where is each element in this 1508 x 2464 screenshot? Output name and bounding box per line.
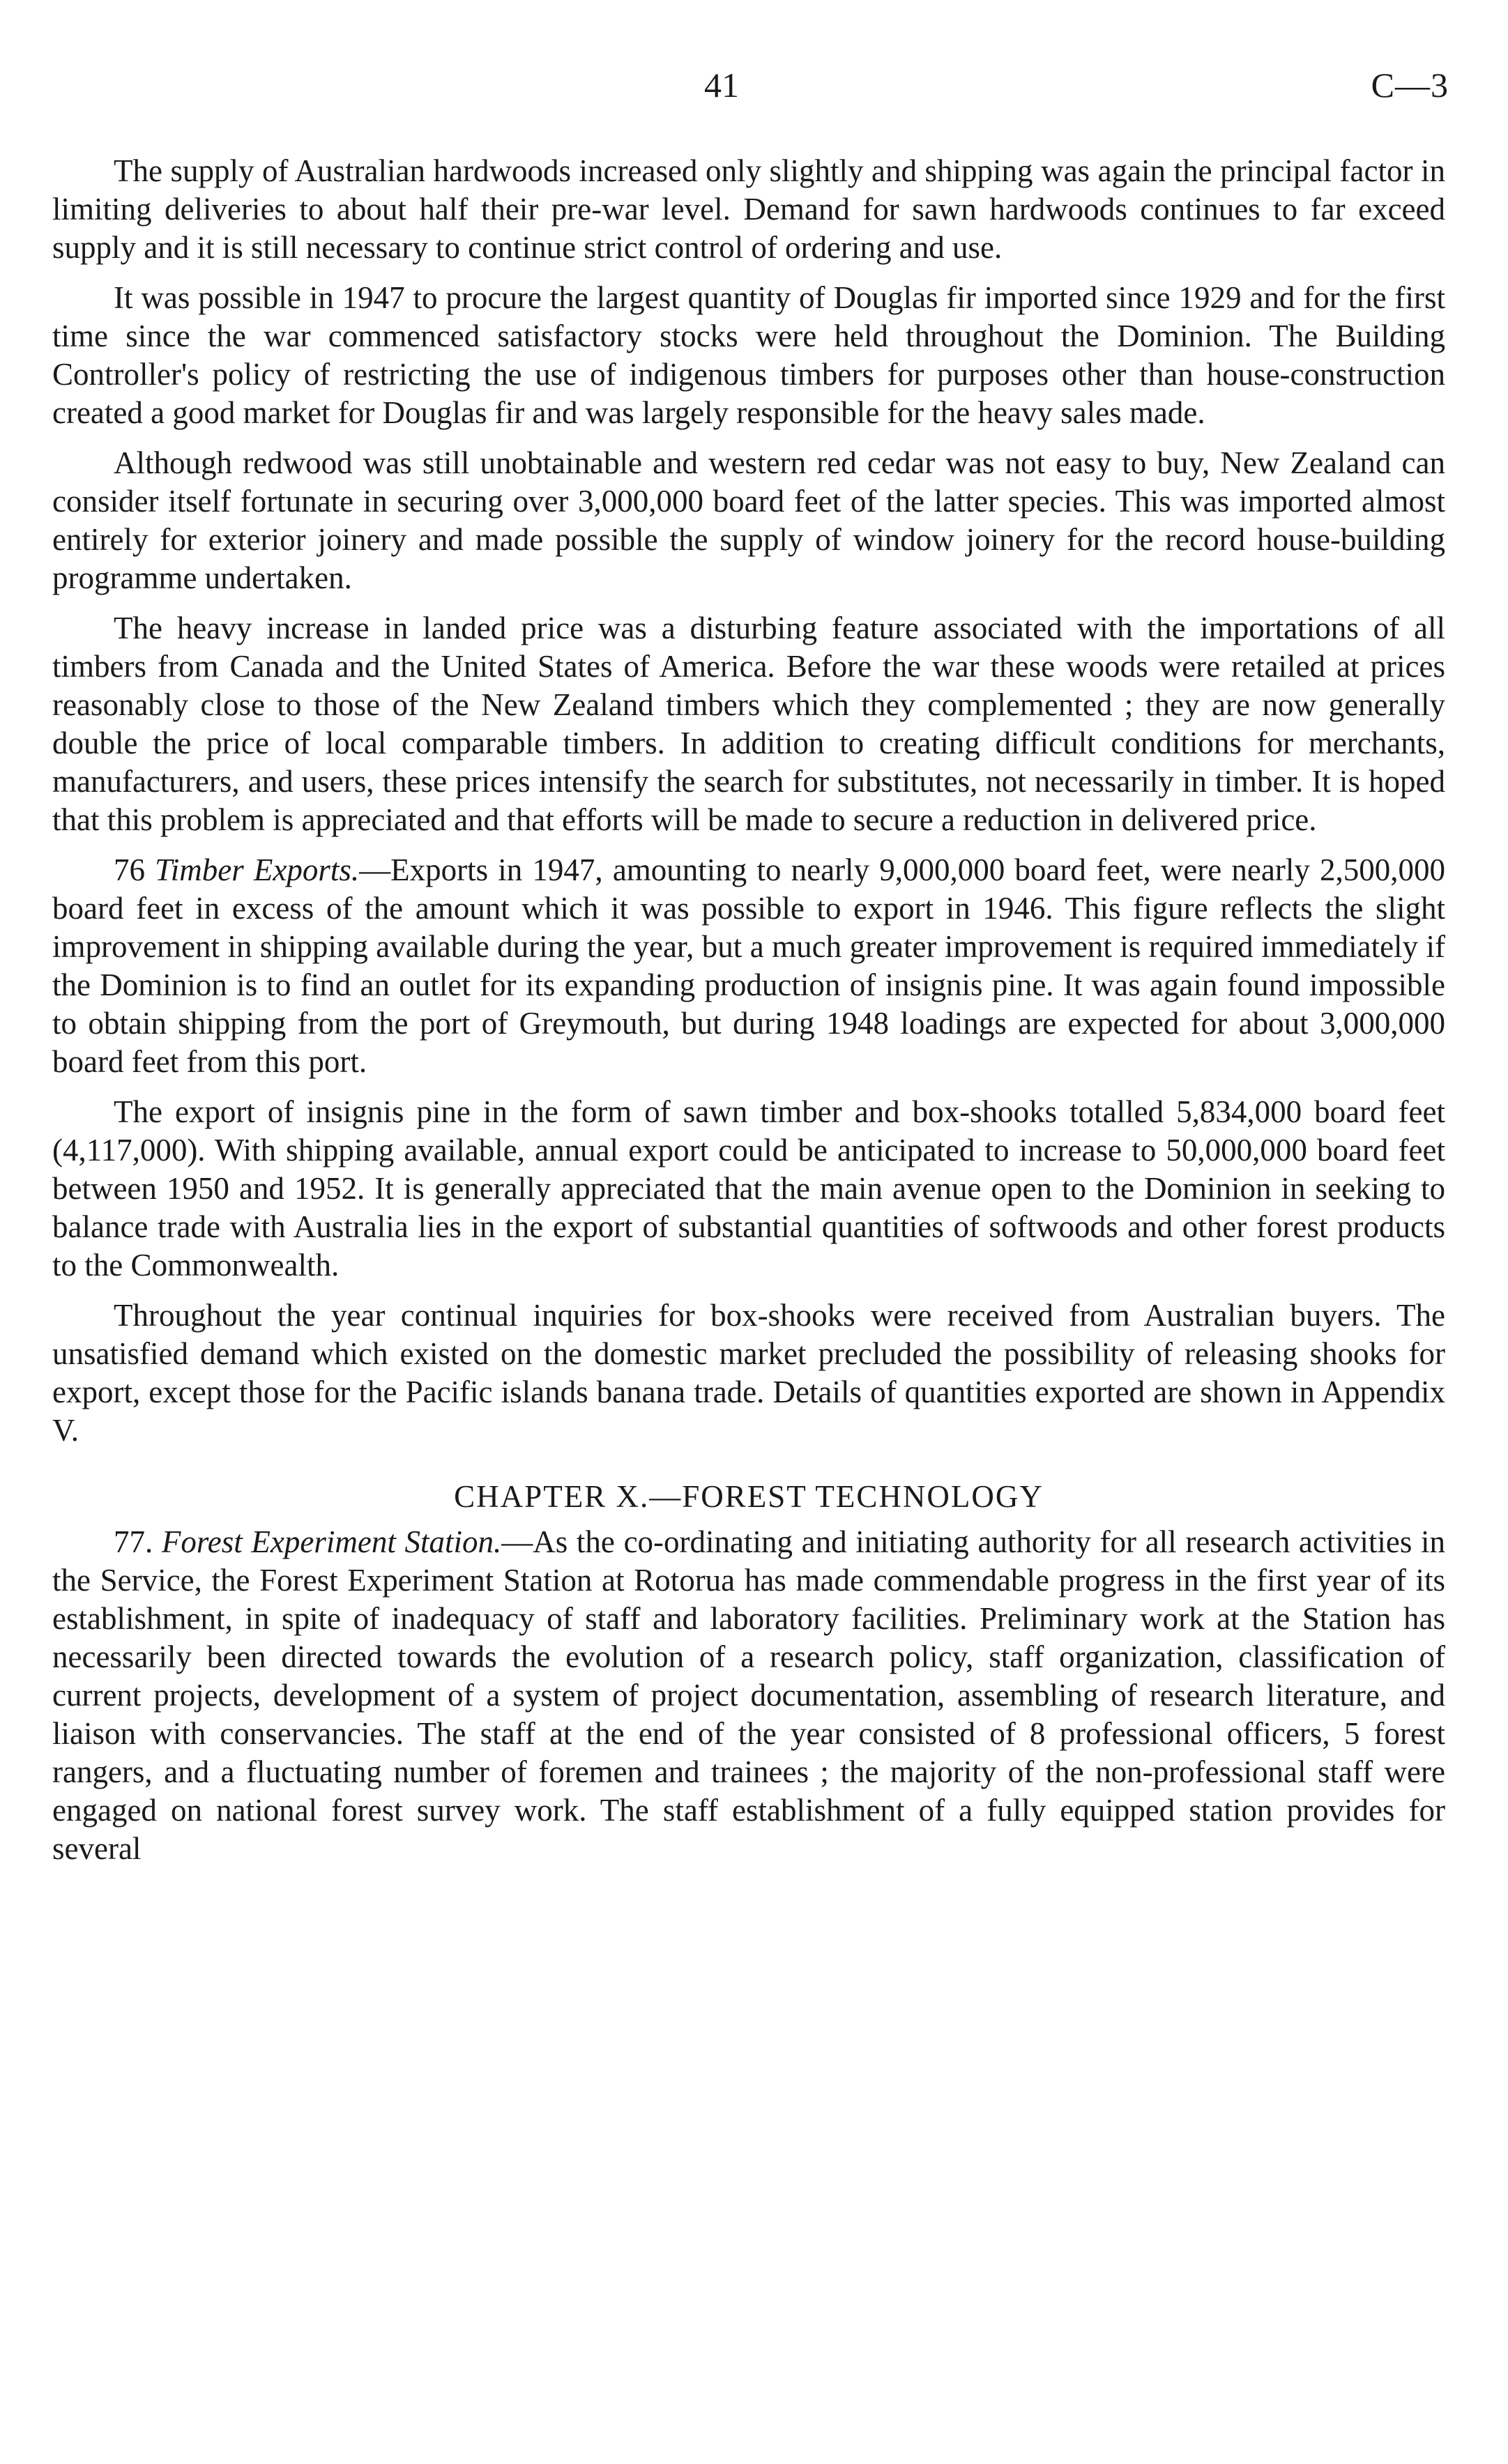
page-number: 41 — [704, 66, 739, 105]
paragraph-text: Throughout the year continual inquiries for box-shooks were received from Australian buyers. The unsatisfied demand which existed on the domestic market precluded the possibility of releasing shooks for export, except those for the Pacific islands banana trade. Details of quantities exported are shown in Appendix V. — [52, 1298, 1445, 1448]
paragraph-forest-experiment-station — [52, 1523, 1445, 1868]
paragraph-landed-price — [52, 609, 1445, 839]
paragraph-text: The supply of Australian hardwoods increased only slightly and shipping was again the principal factor in limiting deliveries to about half their pre-war level. Demand for sawn hardwoods continues to far exceed supply and it is still necessary to continue strict control of ordering and use. — [52, 153, 1445, 265]
section-code: C—3 — [1371, 66, 1449, 105]
paragraph-timber-exports — [52, 851, 1445, 1081]
section-number: 76 — [114, 852, 145, 887]
paragraph-text: The heavy increase in landed price was a disturbing feature associated with the importations of all timbers from Canada and the United States of America. Before the war these woods were retailed at prices reasonably close to those of the New Zealand timbers which they complemented ; they are now generally double the price of local comparable timbers. In addition to creating difficult conditions for merchants, manufacturers, and users, these prices intensify the search for substitutes, not necessarily in timber. It is hoped that this problem is appreciated and that efforts will be made to secure a reduction in delivered price. — [52, 611, 1445, 837]
paragraph-text: —As the co-ordinating and initiating authority for all research activities in the Service, the Forest Experiment Station at Rotorua has made commendable progress in the first year of its establishment, in spite of inadequacy of staff and laboratory facilities. Preliminary work at the Station has necessarily been directed towards the evolution of a research policy, staff organization, classification of current projects, development of a system of project documentation, assembling of research literature, and liaison with conservancies. The staff at the end of the year consisted of 8 professional officers, 5 forest rangers, and a fluctuating number of foremen and trainees ; the majority of the non-professional staff were engaged on national forest survey work. The staff establishment of a fully equipped station provides for several — [52, 1524, 1446, 1866]
page-header — [0, 64, 1508, 106]
paragraph-text: Although redwood was still unobtainable and western red cedar was not easy to buy, New Zealand can consider itself fortunate in securing over 3,000,000 board feet of the latter species. This was imported almost entirely for exterior joinery and made possible the supply of window joinery for the record house-building programme undertaken. — [52, 445, 1445, 595]
paragraph-australian-hardwoods — [52, 152, 1445, 267]
paragraph-text: The export of insignis pine in the form of sawn timber and box-shooks totalled 5,834,000 board feet (4,117,000). With shipping available, annual export could be anticipated to increase to 50,000,000 board feet between 1950 and 1952. It is generally appreciated that the main avenue open to the Dominion in seeking to balance trade with Australia lies in the export of substantial quantities of softwoods and other forest products to the Commonwealth. — [52, 1094, 1445, 1283]
chapter-heading: CHAPTER X.—FOREST TECHNOLOGY — [454, 1479, 1044, 1514]
body-text — [52, 152, 1445, 1880]
section-title: Timber Exports. — [155, 852, 360, 887]
paragraph-insignis-pine — [52, 1093, 1445, 1285]
paragraph-text: —Exports in 1947, amounting to nearly 9,000,000 board feet, were nearly 2,500,000 board feet in excess of the amount which it was possible to export in 1946. This figure reflects the slight improvement in shipping available during the year, but a much greater improvement is required immediately if the Dominion is to find an outlet for its expanding production of insignis pine. It was again found impossible to obtain shipping from the port of Greymouth, but during 1948 loadings are expected for about 3,000,000 board feet from this port. — [52, 852, 1446, 1079]
paragraph-douglas-fir — [52, 279, 1445, 432]
section-number: 77. — [114, 1524, 153, 1559]
paragraph-redwood-cedar — [52, 444, 1445, 597]
paragraph-text: It was possible in 1947 to procure the largest quantity of Douglas fir imported since 1929 and for the first time since the war commenced satisfactory stocks were held throughout the Dominion. The Building Controller's policy of restricting the use of indigenous timbers for purposes other than house-construction created a good market for Douglas fir and was largely responsible for the heavy sales made. — [52, 280, 1445, 430]
section-title: Forest Experiment Station. — [161, 1524, 502, 1559]
paragraph-box-shooks — [52, 1296, 1445, 1450]
